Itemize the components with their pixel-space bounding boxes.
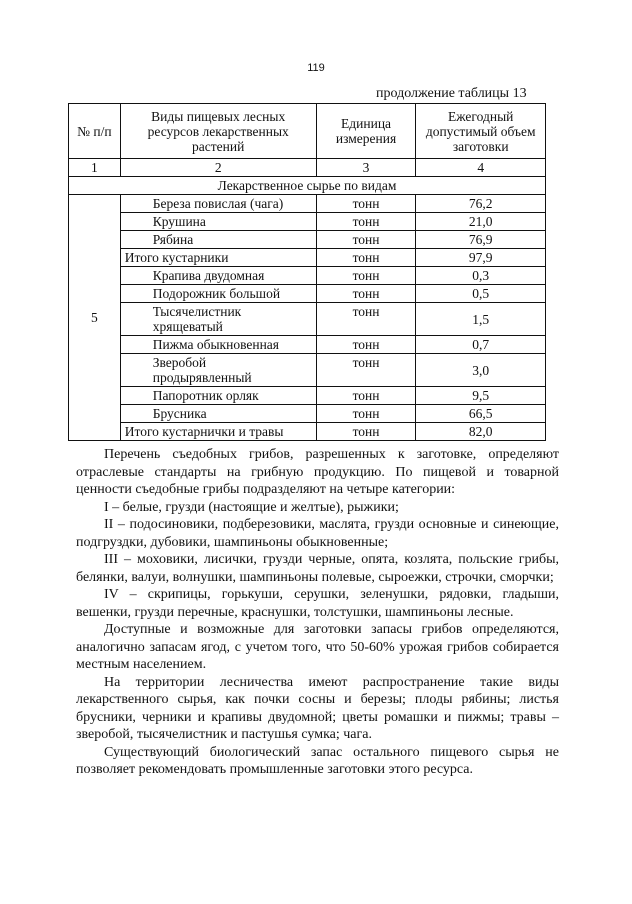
resource-value: 21,0: [416, 213, 546, 231]
table-row: [69, 303, 546, 336]
resource-unit: тонн: [316, 405, 416, 423]
resource-name: Итого кустарники: [120, 249, 316, 267]
table-row: [69, 336, 546, 354]
resource-value: 82,0: [416, 423, 546, 441]
resource-name: Береза повислая (чага): [120, 195, 316, 213]
table-row: [69, 354, 546, 387]
resource-unit: тонн: [316, 303, 416, 336]
resource-value: 76,2: [416, 195, 546, 213]
paragraph-other-food: Существующий биологический запас остального пищевого сырья не позволяет рекомендовать промышленные заготовки этого ресурса.: [76, 744, 559, 777]
table-row: [69, 231, 546, 249]
resource-value: 97,9: [416, 249, 546, 267]
resource-unit: тонн: [316, 423, 416, 441]
resource-name: Итого кустарнички и травы: [120, 423, 316, 441]
resource-value: 1,5: [416, 303, 546, 336]
table-caption: продолжение таблицы 13: [376, 86, 527, 101]
table-row: [69, 195, 546, 213]
resource-name: Папоротник орляк: [120, 387, 316, 405]
page-number: 119: [307, 62, 325, 74]
resource-name: Брусника: [120, 405, 316, 423]
header-annual-volume: Ежегодный допустимый объем заготовки: [416, 104, 546, 159]
col-number-3: 3: [316, 159, 416, 177]
resource-value: 9,5: [416, 387, 546, 405]
table-header-row: [69, 104, 546, 159]
resource-unit: тонн: [316, 267, 416, 285]
resource-name: Рябина: [120, 231, 316, 249]
paragraph-medicinal-raw: На территории лесничества имеют распространение такие виды лекарственного сырья, как почки сосны и березы; плоды рябины; листья брусники, черники и крапивы двудомной; цветы ромашки и пижмы; травы – зверобой, тысячелистник и пастушья сумка; чага.: [76, 674, 559, 742]
resource-unit: тонн: [316, 285, 416, 303]
resource-value: 76,9: [416, 231, 546, 249]
resource-unit: тонн: [316, 195, 416, 213]
resource-value: 66,5: [416, 405, 546, 423]
table-row: [69, 405, 546, 423]
paragraph-category-2: II – подосиновики, подберезовики, маслята, грузди основные и синеющие, подгруздки, дубовики, шампиньоны обыкновенные;: [76, 517, 559, 550]
resource-value: 0,7: [416, 336, 546, 354]
header-number: № п/п: [69, 104, 121, 159]
paragraph-category-3: III – моховики, лисички, грузди черные, опята, козлята, польские грибы, белянки, валуи, волнушки, шампиньоны полевые, сыроежки, строчки, сморчки;: [76, 552, 559, 585]
paragraph-category-1: I – белые, грузди (настоящие и желтые), рыжики;: [104, 499, 399, 515]
group-number: 5: [69, 195, 121, 441]
table-row-total: [69, 423, 546, 441]
column-numbers-row: [69, 159, 546, 177]
header-unit: Единица измерения: [316, 104, 416, 159]
resource-unit: тонн: [316, 336, 416, 354]
resource-value: 0,3: [416, 267, 546, 285]
resources-table: [68, 103, 546, 441]
resource-name: Тысячелистник хрящеватый: [120, 303, 316, 336]
col-number-2: 2: [120, 159, 316, 177]
col-number-1: 1: [69, 159, 121, 177]
table-row-total: [69, 249, 546, 267]
body-text: [76, 446, 559, 779]
resource-unit: тонн: [316, 354, 416, 387]
paragraph-category-4: IV – скрипицы, горькуши, серушки, зеленушки, рядовки, гладыши, вешенки, грузди перечные, краснушки, толстушки, шампиньоны лесные.: [76, 587, 559, 620]
resource-value: 0,5: [416, 285, 546, 303]
resource-unit: тонн: [316, 387, 416, 405]
col-number-4: 4: [416, 159, 546, 177]
table-row: [69, 285, 546, 303]
paragraph-mushroom-list: Перечень съедобных грибов, разрешенных к заготовке, определяют отраслевые стандарты на грибную продукцию. По пищевой и товарной ценности съедобные грибы подразделяют на четыре категории:: [76, 447, 559, 497]
table-row: [69, 387, 546, 405]
category-row: [69, 177, 546, 195]
resource-name: Крушина: [120, 213, 316, 231]
paragraph-mushroom-stocks: Доступные и возможные для заготовки запасы грибов определяются, аналогично запасам ягод, с учетом того, что 50-60% урожая грибов собирается местным населением.: [76, 622, 559, 672]
table-row: [69, 213, 546, 231]
resource-unit: тонн: [316, 231, 416, 249]
table-row: [69, 267, 546, 285]
resource-unit: тонн: [316, 249, 416, 267]
resource-name: Крапива двудомная: [120, 267, 316, 285]
header-resource-type: Виды пищевых лесных ресурсов лекарственных растений: [120, 104, 316, 159]
resource-name: Подорожник большой: [120, 285, 316, 303]
resource-value: 3,0: [416, 354, 546, 387]
resource-name: Зверобой продырявленный: [120, 354, 316, 387]
resource-unit: тонн: [316, 213, 416, 231]
category-label: Лекарственное сырье по видам: [69, 177, 546, 195]
resource-name: Пижма обыкновенная: [120, 336, 316, 354]
